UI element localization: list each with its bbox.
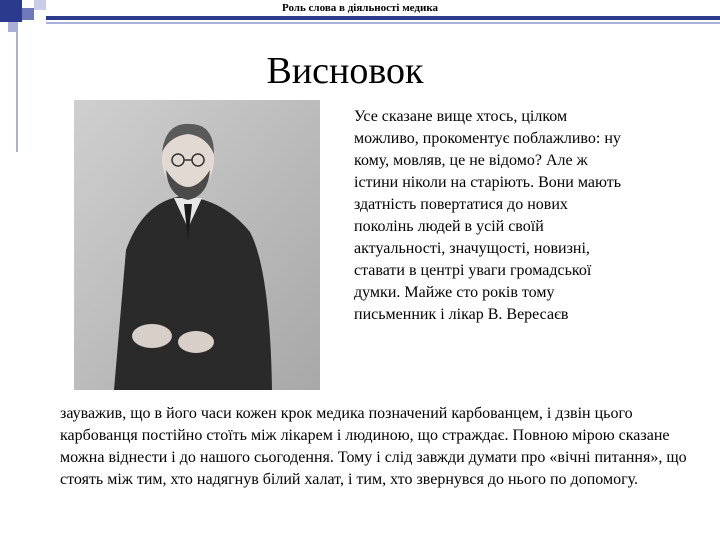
paragraph-bottom: зауважив, що в його часи кожен крок медика позначений карбованцем, і дзвін цього карбованця постійно стоїть між лікарем і людиною, що страждає. Повною мірою сказане можна віднести і до нашого сьогодення. Тому і слід завжди думати про «вічні питання», що стоять між тим, хто надягнув білий халат, і тим, хто звернувся до нього по допомогу.	[60, 405, 687, 488]
portrait-illustration	[74, 100, 320, 390]
header-rule	[46, 16, 720, 20]
portrait-photo	[74, 100, 320, 390]
paragraph-right: Усе сказане вище хтось, цілком можливо, прокоментує поблажливо: ну кому, мовляв, це не відомо? Але ж істини ніколи на старіють. Вони мають здатність повертатися до нових поколінь людей в усій своїй актуальності, значущості, новизні, ставати в центрі уваги громадської думки. Майже сто років тому письменник і лікар В. Вересаєв	[354, 108, 622, 323]
deco-square-small	[8, 22, 18, 32]
slide-title: Висновок	[266, 50, 424, 92]
header-rule-secondary	[46, 22, 720, 24]
left-rule	[16, 32, 18, 152]
header-title: Роль слова в діяльності медика	[282, 2, 438, 14]
